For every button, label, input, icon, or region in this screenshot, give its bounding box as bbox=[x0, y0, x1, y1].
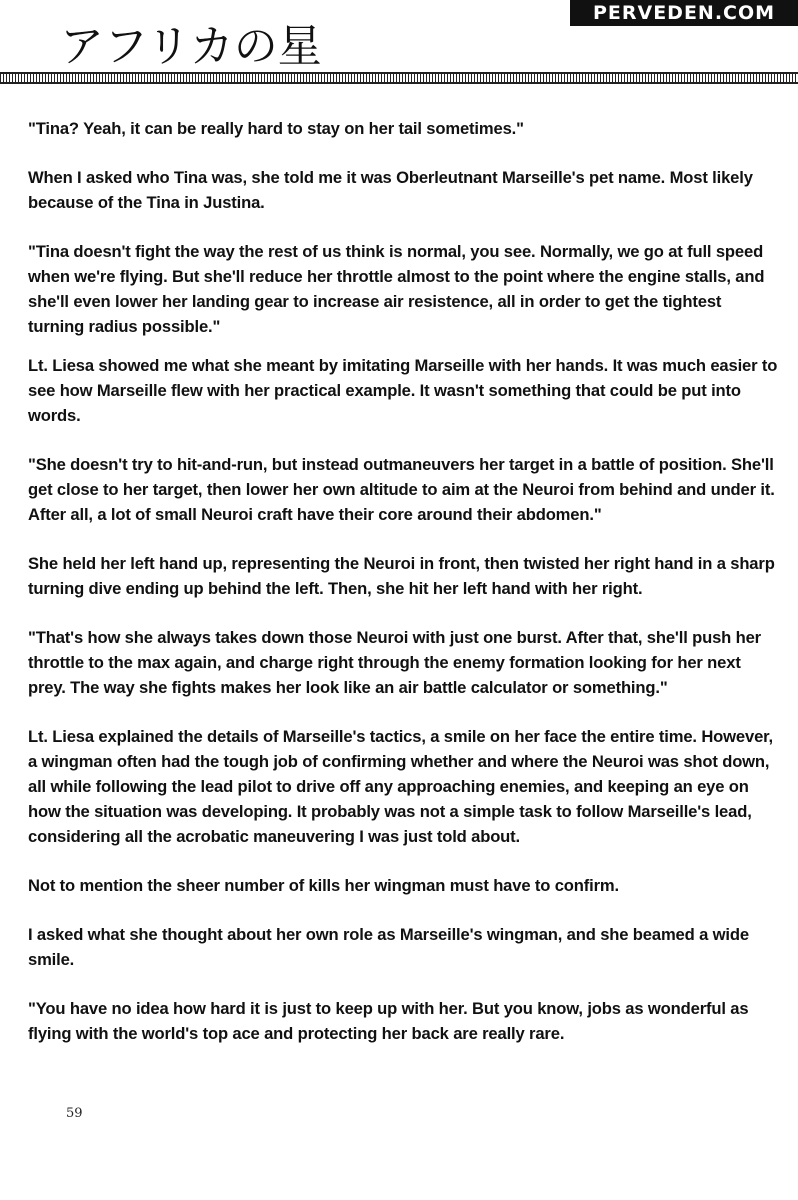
paragraph: I asked what she thought about her own role as Marseille's wingman, and she beamed a wide smile. bbox=[28, 925, 749, 969]
header-divider bbox=[0, 72, 798, 84]
watermark-banner: PERVEDEN.COM bbox=[570, 0, 798, 26]
paragraph: "Tina doesn't fight the way the rest of us think is normal, you see. Normally, we go at full speed when we're flying. But she'll reduce her throttle almost to the point where the engine stalls, and she'll even lower her landing gear to increase air resistence, all in order to get the tightest turning radius possible." bbox=[28, 242, 765, 336]
paragraph: "She doesn't try to hit-and-run, but instead outmaneuvers her target in a battle of position. She'll get close to her target, then lower her own altitude to aim at the Neuroi from behind and under it. After all, a lot of small Neuroi craft have their core around their abdomen." bbox=[28, 455, 775, 524]
paragraph: When I asked who Tina was, she told me it was Oberleutnant Marseille's pet name. Most likely because of the Tina in Justina. bbox=[28, 168, 753, 212]
page-number: 59 bbox=[66, 1106, 83, 1121]
page-title: アフリカの星 bbox=[60, 21, 322, 72]
body-text bbox=[28, 116, 780, 1070]
paragraph: She held her left hand up, representing the Neuroi in front, then twisted her right hand in a sharp turning dive ending up behind the left. Then, she hit her left hand with her right. bbox=[28, 554, 775, 598]
paragraph: "That's how she always takes down those Neuroi with just one burst. After that, she'll push her throttle to the max again, and charge right through the enemy formation looking for her next prey. The way she fights makes her look like an air battle calculator or something." bbox=[28, 628, 761, 697]
paragraph: Lt. Liesa showed me what she meant by imitating Marseille with her hands. It was much easier to see how Marseille flew with her practical example. It wasn't something that could be put into words. bbox=[28, 356, 778, 425]
paragraph: Lt. Liesa explained the details of Marseille's tactics, a smile on her face the entire time. However, a wingman often had the tough job of confirming whether and where the Neuroi was shot down, all while following the lead pilot to drive off any approaching enemies, and keeping an eye on how the situation was developing. It probably was not a simple task to follow Marseille's lead, considering all the acrobatic maneuvering I was just told about. bbox=[28, 727, 774, 846]
paragraph: "Tina? Yeah, it can be really hard to stay on her tail sometimes." bbox=[28, 119, 524, 138]
paragraph: Not to mention the sheer number of kills her wingman must have to confirm. bbox=[28, 876, 619, 895]
paragraph: "You have no idea how hard it is just to keep up with her. But you know, jobs as wonderful as flying with the world's top ace and protecting her back are really rare. bbox=[28, 999, 749, 1043]
